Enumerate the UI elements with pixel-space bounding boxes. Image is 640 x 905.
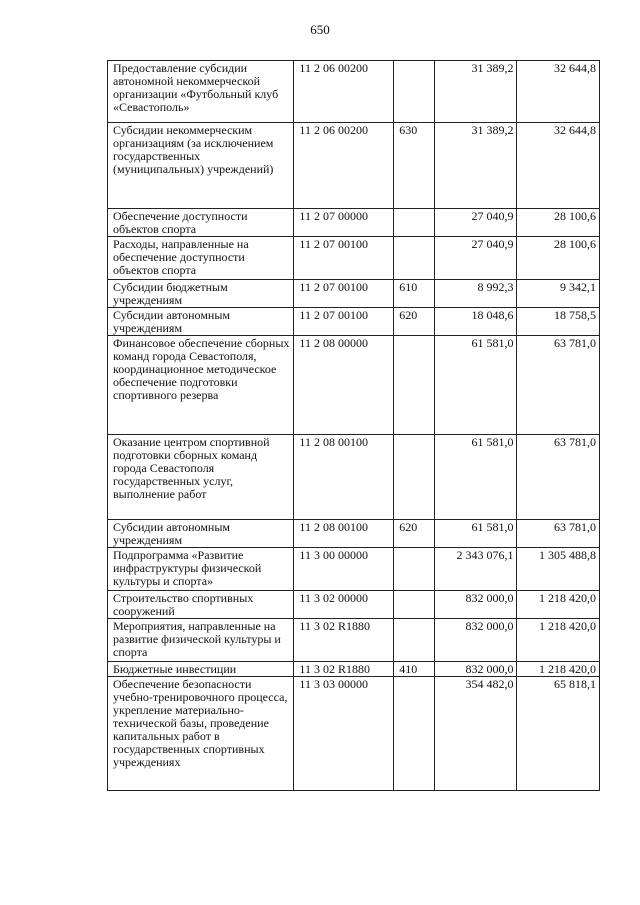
row-amount-year1: 832 000,0 [434, 662, 517, 677]
budget-table [107, 60, 600, 791]
row-expense-type [394, 435, 435, 520]
row-amount-year2: 28 100,6 [517, 237, 600, 280]
row-amount-year1: 18 048,6 [434, 308, 517, 336]
table-row [108, 209, 600, 237]
table-row [108, 548, 600, 591]
table-row [108, 280, 600, 308]
row-amount-year2: 63 781,0 [517, 336, 600, 435]
row-code: 11 3 03 00000 [294, 677, 394, 791]
row-expense-type [394, 591, 435, 619]
row-expense-type: 620 [394, 308, 435, 336]
row-amount-year2: 1 218 420,0 [517, 619, 600, 662]
row-expense-type: 410 [394, 662, 435, 677]
row-amount-year2: 28 100,6 [517, 209, 600, 237]
row-amount-year2: 1 218 420,0 [517, 662, 600, 677]
row-code: 11 2 07 00100 [294, 237, 394, 280]
row-name: Расходы, направленные на обеспечение доступности объектов спорта [108, 237, 294, 280]
table-row [108, 336, 600, 435]
table-row [108, 61, 600, 123]
table-row [108, 662, 600, 677]
table-row [108, 308, 600, 336]
row-amount-year2: 32 644,8 [517, 123, 600, 209]
row-name: Подпрограмма «Развитие инфраструктуры физической культуры и спорта» [108, 548, 294, 591]
row-code: 11 2 06 00200 [294, 123, 394, 209]
table-row [108, 123, 600, 209]
table-row [108, 619, 600, 662]
row-amount-year1: 832 000,0 [434, 619, 517, 662]
row-name: Субсидии некоммерческим организациям (за исключением государственных (муниципальных) учреждений) [108, 123, 294, 209]
row-code: 11 2 08 00100 [294, 520, 394, 548]
row-expense-type: 620 [394, 520, 435, 548]
row-code: 11 2 06 00200 [294, 61, 394, 123]
row-amount-year2: 63 781,0 [517, 520, 600, 548]
row-amount-year1: 31 389,2 [434, 61, 517, 123]
row-expense-type [394, 336, 435, 435]
table-row [108, 435, 600, 520]
row-amount-year1: 832 000,0 [434, 591, 517, 619]
row-expense-type: 630 [394, 123, 435, 209]
row-code: 11 3 02 00000 [294, 591, 394, 619]
row-amount-year1: 31 389,2 [434, 123, 517, 209]
row-code: 11 2 07 00000 [294, 209, 394, 237]
row-amount-year1: 61 581,0 [434, 435, 517, 520]
row-expense-type [394, 619, 435, 662]
row-amount-year2: 9 342,1 [517, 280, 600, 308]
row-amount-year2: 1 305 488,8 [517, 548, 600, 591]
row-code: 11 3 02 R1880 [294, 662, 394, 677]
row-name: Финансовое обеспечение сборных команд города Севастополя, координационное методическое обеспечение подготовки спортивного резерва [108, 336, 294, 435]
row-amount-year2: 65 818,1 [517, 677, 600, 791]
row-amount-year1: 61 581,0 [434, 520, 517, 548]
row-amount-year2: 18 758,5 [517, 308, 600, 336]
row-code: 11 2 07 00100 [294, 308, 394, 336]
page-number: 650 [310, 22, 330, 37]
row-name: Строительство спортивных сооружений [108, 591, 294, 619]
row-amount-year1: 27 040,9 [434, 209, 517, 237]
row-expense-type [394, 677, 435, 791]
row-name: Оказание центром спортивной подготовки сборных команд города Севастополя государственных услуг, выполнение работ [108, 435, 294, 520]
row-expense-type: 610 [394, 280, 435, 308]
table-row [108, 591, 600, 619]
row-name: Субсидии бюджетным учреждениям [108, 280, 294, 308]
row-amount-year2: 32 644,8 [517, 61, 600, 123]
row-name: Бюджетные инвестиции [108, 662, 294, 677]
row-amount-year1: 61 581,0 [434, 336, 517, 435]
table-row [108, 520, 600, 548]
row-amount-year1: 27 040,9 [434, 237, 517, 280]
row-expense-type [394, 548, 435, 591]
row-name: Субсидии автономным учреждениям [108, 520, 294, 548]
row-name: Мероприятия, направленные на развитие физической культуры и спорта [108, 619, 294, 662]
row-code: 11 3 02 R1880 [294, 619, 394, 662]
row-name: Обеспечение доступности объектов спорта [108, 209, 294, 237]
row-expense-type [394, 209, 435, 237]
row-amount-year1: 354 482,0 [434, 677, 517, 791]
row-expense-type [394, 61, 435, 123]
row-name: Субсидии автономным учреждениям [108, 308, 294, 336]
row-code: 11 3 00 00000 [294, 548, 394, 591]
row-amount-year2: 1 218 420,0 [517, 591, 600, 619]
row-amount-year1: 2 343 076,1 [434, 548, 517, 591]
row-amount-year2: 63 781,0 [517, 435, 600, 520]
table-row [108, 677, 600, 791]
row-name: Предоставление субсидии автономной некоммерческой организации «Футбольный клуб «Севастополь» [108, 61, 294, 123]
row-code: 11 2 08 00100 [294, 435, 394, 520]
row-amount-year1: 8 992,3 [434, 280, 517, 308]
row-code: 11 2 07 00100 [294, 280, 394, 308]
row-expense-type [394, 237, 435, 280]
table-row [108, 237, 600, 280]
row-code: 11 2 08 00000 [294, 336, 394, 435]
row-name: Обеспечение безопасности учебно-тренировочного процесса, укрепление материально-технической базы, проведение капитальных работ в государственных спортивных учреждениях [108, 677, 294, 791]
